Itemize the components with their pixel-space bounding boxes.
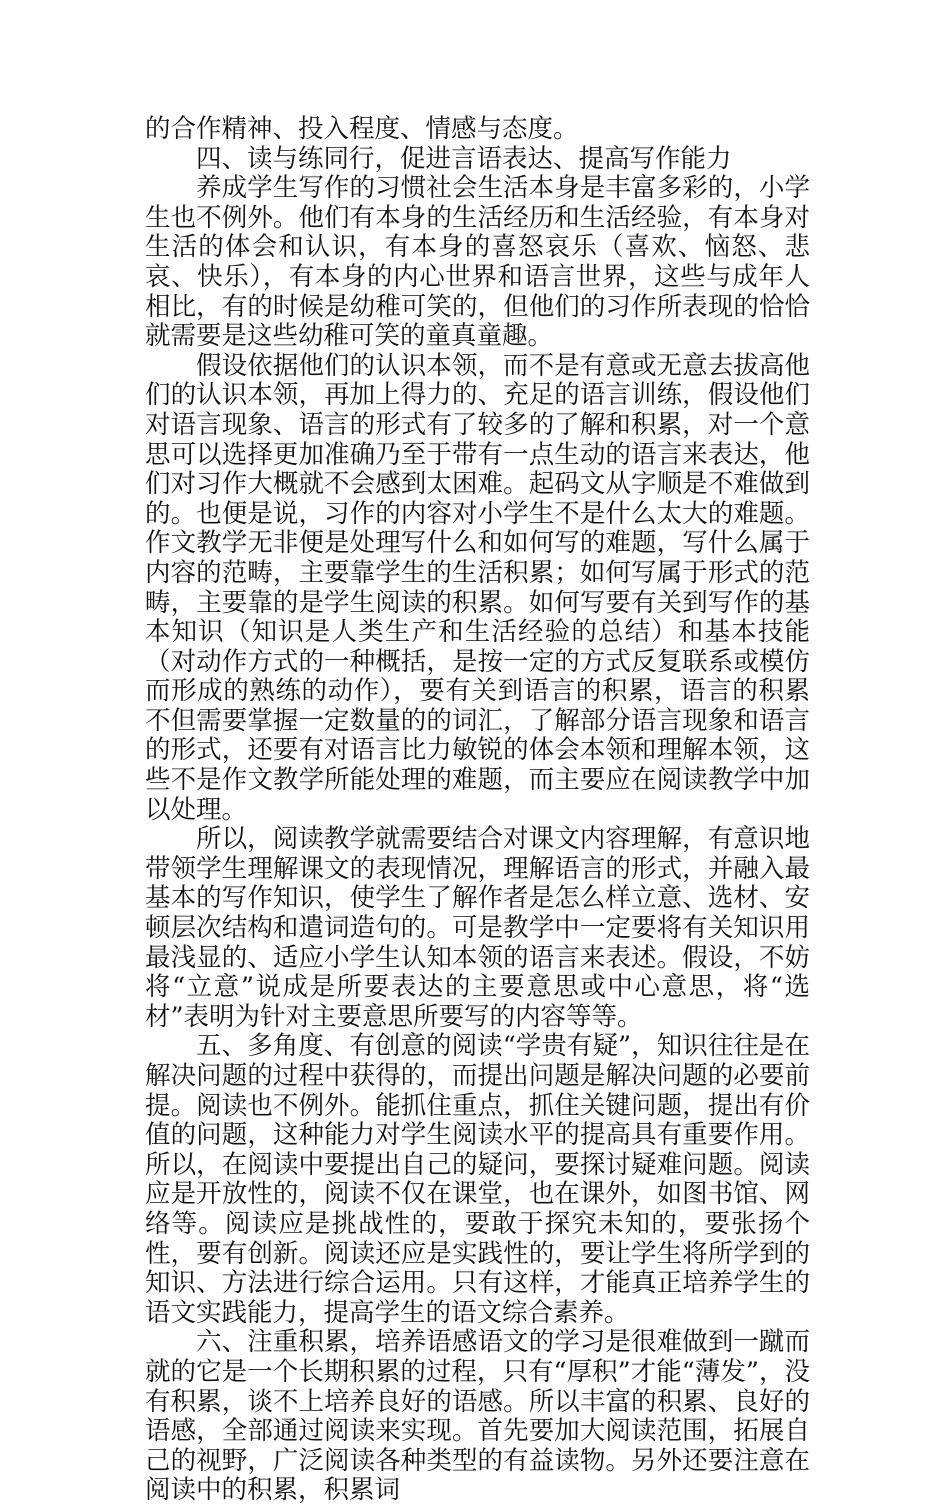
paragraph-3: 养成学生写作的习惯社会生活本身是丰富多彩的，小学生也不例外。他们有本身的生活经历和生活经验，有本身对生活的体会和认识，有本身的喜怒哀乐（喜欢、恼怒、悲哀、快乐），有本身的内心世界和语言世界，这些与成年人相比，有的时候是幼稚可笑的，但他们的习作所表现的恰恰就需要是这些幼稚可笑的童真童趣。 [145, 173, 810, 352]
paragraph-heading-5: 五、多角度、有创意的阅读“学贵有疑”，知识往往是在解决问题的过程中获得的，而提出问题是解决问题的必要前提。阅读也不例外。能抓住重点，抓住关键问题，提出有价值的问题，这种能力对学生阅读水平的提高具有重要作用。所以，在阅读中要提出自己的疑问，要探讨疑难问题。阅读应是开放性的，阅读不仅在课堂，也在课外，如图书馆、网络等。阅读应是挑战性的，要敢于探究未知的，要张扬个性，要有创新。阅读还应是实践性的，要让学生将所学到的知识、方法进行综合运用。只有这样，才能真正培养学生的语文实践能力，提高学生的语文综合素养。 [145, 1031, 810, 1328]
document-body [145, 115, 810, 1506]
paragraph-1: 的合作精神、投入程度、情感与态度。 [145, 114, 579, 144]
paragraph-5: 所以，阅读教学就需要结合对课文内容理解，有意识地带领学生理解课文的表现情况，理解语言的形式，并融入最基本的写作知识，使学生了解作者是怎么样立意、选材、安顿层次结构和遣词造句的。可是教学中一定要将有关知识用最浅显的、适应小学生认知本领的语言来表述。假设，不妨将“立意”说成是所要表达的主要意思或中心意思，将“选材”表明为针对主要意思所要写的内容等等。 [145, 824, 810, 1032]
paragraph-4: 假设依据他们的认识本领，而不是有意或无意去拔高他们的认识本领，再加上得力的、充足的语言训练，假设他们对语言现象、语言的形式有了较多的了解和积累，对一个意思可以选择更加准确乃至于带有一点生动的语言来表达，他们对习作大概就不会感到太困难。起码文从字顺是不难做到的。也便是说，习作的内容对小学生不是什么太大的难题。作文教学无非便是处理写什么和如何写的难题，写什么属于内容的范畴，主要靠学生的生活积累；如何写属于形式的范畴，主要靠的是学生阅读的积累。如何写要有关到写作的基本知识（知识是人类生产和生活经验的总结）和基本技能（对动作方式的一种概括，是按一定的方式反复联系或模仿而形成的熟练的动作），要有关到语言的积累，语言的积累不但需要掌握一定数量的的词汇，了解部分语言现象和语言的形式，还要有对语言比力敏锐的体会本领和理解本领，这些不是作文教学所能处理的难题，而主要应在阅读教学中加以处理。 [145, 350, 810, 825]
paragraph-heading-4: 四、读与练同行，促进言语表达、提高写作能力 [196, 143, 732, 174]
paragraph-heading-6: 六、注重积累，培养语感语文的学习是很难做到一蹴而就的它是一个长期积累的过程，只有“厚积”才能“薄发”，没有积累，谈不上培养良好的语感。所以丰富的积累、良好的语感，全部通过阅读来实现。首先要加大阅读范围，拓展自己的视野，广泛阅读各种类型的有益读物。另外还要注意在阅读中的积累，积累词 [145, 1327, 810, 1506]
